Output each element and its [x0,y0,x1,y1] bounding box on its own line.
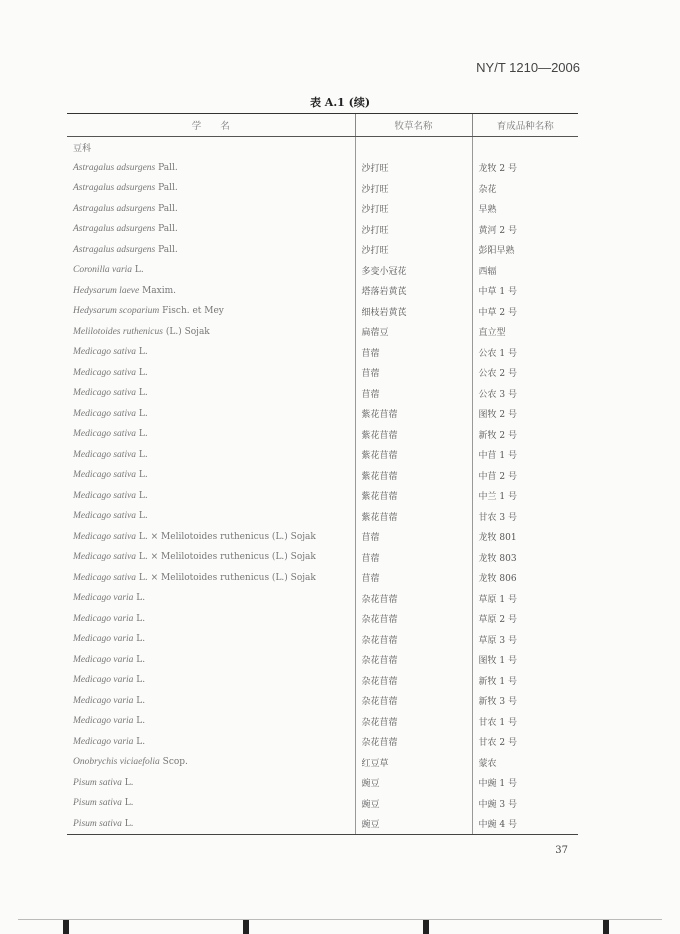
cultivar-name: 龙牧 801 [472,527,578,548]
scientific-name [67,465,355,486]
genus-species: Astragalus adsurgens [73,183,156,194]
table-row [67,424,578,445]
genus-species: Medicago varia [73,654,134,665]
scientific-name [67,773,355,794]
crop-mark [243,920,249,934]
author-citation: (L.) Sojak [162,326,210,337]
table-row [67,322,578,343]
forage-name: 紫花苜蓿 [355,445,472,466]
forage-name: 杂花苜蓿 [355,629,472,650]
cultivar-name: 西辐 [472,260,578,281]
genus-species: Medicago varia [73,695,134,706]
genus-species: Medicago varia [73,593,134,604]
scientific-name [67,588,355,609]
author-citation: L. [133,675,146,686]
cultivar-name: 公农 1 号 [472,342,578,363]
cultivar-name: 甘农 2 号 [472,732,578,753]
forage-name: 紫花苜蓿 [355,404,472,425]
scientific-name [67,240,355,261]
forage-name: 苜蓿 [355,363,472,384]
genus-species: Pisum sativa [73,777,122,788]
author-citation: L. [136,449,148,460]
cultivar-name: 中豌 3 号 [472,793,578,814]
cultivar-name: 早熟 [472,199,578,220]
author-citation: L. [121,777,134,788]
author-citation: L. [121,818,134,829]
genus-species: Medicago sativa [73,367,137,378]
scientific-name [67,711,355,732]
genus-species: Pisum sativa [73,798,122,809]
cultivar-name: 彭阳早熟 [472,240,578,261]
cultivar-name: 中豌 4 号 [472,814,578,835]
family-row [67,137,578,158]
table-row [67,588,578,609]
scientific-name [67,281,355,302]
genus-species: Melilotoides ruthenicus [73,326,163,337]
genus-species: Pisum sativa [73,818,122,829]
cultivar-table [67,113,578,835]
table-row [67,773,578,794]
cultivar-name: 蒙农 [472,752,578,773]
cultivar-name: 草原 3 号 [472,629,578,650]
table-row [67,486,578,507]
scientific-name [67,158,355,179]
scientific-name [67,547,355,568]
cultivar-name: 龙牧 803 [472,547,578,568]
cultivar-name: 甘农 3 号 [472,506,578,527]
forage-name: 豌豆 [355,793,472,814]
cultivar-name: 草原 1 号 [472,588,578,609]
forage-name: 苜蓿 [355,342,472,363]
genus-species: Medicago sativa [73,490,137,501]
table-row [67,691,578,712]
cultivar-name: 中兰 1 号 [472,486,578,507]
author-citation: Pall. [155,244,178,255]
cultivar-name: 图牧 2 号 [472,404,578,425]
cultivar-name: 龙牧 806 [472,568,578,589]
scientific-name [67,793,355,814]
forage-name: 豌豆 [355,814,472,835]
author-citation: L. [133,736,146,747]
genus-species: Medicago sativa [73,429,137,440]
author-citation: L. × Melilotoides ruthenicus (L.) Sojak [136,552,316,563]
scientific-name [67,322,355,343]
table-row [67,629,578,650]
forage-name: 红豆草 [355,752,472,773]
genus-species: Coronilla varia [73,265,133,276]
genus-species: Medicago sativa [73,470,137,481]
table-header-row [67,114,578,137]
genus-species: Medicago sativa [73,408,137,419]
author-citation: L. [136,388,148,399]
author-citation: L. × Melilotoides ruthenicus (L.) Sojak [136,572,316,583]
genus-species: Medicago varia [73,634,134,645]
cultivar-name: 公农 2 号 [472,363,578,384]
table-row [67,404,578,425]
author-citation: L. [133,634,146,645]
table-row [67,814,578,835]
forage-name: 紫花苜蓿 [355,486,472,507]
author-citation: L. × Melilotoides ruthenicus (L.) Sojak [136,531,316,542]
scientific-name [67,527,355,548]
author-citation: L. [136,347,148,358]
genus-species: Astragalus adsurgens [73,162,156,173]
scientific-name [67,609,355,630]
table-row [67,178,578,199]
cultivar-name: 中草 1 号 [472,281,578,302]
scientific-name [67,363,355,384]
table-row [67,383,578,404]
forage-name: 紫花苜蓿 [355,506,472,527]
genus-species: Medicago varia [73,613,134,624]
genus-species: Hedysarum laeve [73,285,140,296]
cultivar-name: 直立型 [472,322,578,343]
genus-species: Medicago varia [73,716,134,727]
table-row [67,568,578,589]
crop-mark [423,920,429,934]
scientific-name [67,342,355,363]
family-empty-cell [355,137,472,158]
table-row [67,506,578,527]
genus-species: Medicago sativa [73,531,137,542]
forage-name: 沙打旺 [355,219,472,240]
scientific-name [67,814,355,835]
genus-species: Medicago varia [73,736,134,747]
forage-name: 沙打旺 [355,178,472,199]
genus-species: Astragalus adsurgens [73,244,156,255]
author-citation: L. [136,470,148,481]
table-row [67,219,578,240]
cultivar-name: 中苜 2 号 [472,465,578,486]
table-title: 表 A.1 (续) [309,96,371,109]
scientific-name [67,732,355,753]
author-citation: L. [133,716,146,727]
table-row [67,752,578,773]
forage-name: 豌豆 [355,773,472,794]
cultivar-name: 公农 3 号 [472,383,578,404]
genus-species: Medicago sativa [73,449,137,460]
genus-species: Medicago sativa [73,347,137,358]
scientific-name [67,383,355,404]
scientific-name [67,486,355,507]
forage-name: 沙打旺 [355,240,472,261]
genus-species: Astragalus adsurgens [73,224,156,235]
page-number: 37 [555,845,568,856]
column-header-cultivar-name: 育成品种名称 [472,114,578,137]
forage-name: 苜蓿 [355,547,472,568]
forage-name: 杂花苜蓿 [355,588,472,609]
table-row [67,301,578,322]
cultivar-name: 新牧 1 号 [472,670,578,691]
forage-name: 杂花苜蓿 [355,732,472,753]
standard-number: NY/T 1210—2006 [476,60,580,75]
author-citation: L. [136,490,148,501]
author-citation: Scop. [159,757,188,768]
scientific-name [67,506,355,527]
scientific-name [67,404,355,425]
table-row [67,732,578,753]
table-row [67,445,578,466]
scientific-name [67,445,355,466]
genus-species: Medicago sativa [73,511,137,522]
forage-name: 苜蓿 [355,568,472,589]
column-header-scientific-name: 学 名 [67,114,355,137]
table-row [67,260,578,281]
cultivar-name: 新牧 2 号 [472,424,578,445]
crop-mark [63,920,69,934]
genus-species: Astragalus adsurgens [73,203,156,214]
cultivar-name: 中豌 1 号 [472,773,578,794]
author-citation: L. [133,613,146,624]
forage-name: 扁蓿豆 [355,322,472,343]
table-row [67,609,578,630]
author-citation: L. [136,408,148,419]
author-citation: L. [136,511,148,522]
genus-species: Hedysarum scoparium [73,306,160,317]
page-bottom-rule [18,919,662,920]
scientific-name [67,178,355,199]
forage-name: 沙打旺 [355,199,472,220]
cultivar-name: 图牧 1 号 [472,650,578,671]
forage-name: 沙打旺 [355,158,472,179]
forage-name: 杂花苜蓿 [355,691,472,712]
table-row [67,363,578,384]
table-row [67,281,578,302]
cultivar-name: 甘农 1 号 [472,711,578,732]
author-citation: Fisch. et Mey [159,306,224,317]
author-citation: Pall. [155,224,178,235]
genus-species: Medicago sativa [73,388,137,399]
scientific-name [67,629,355,650]
table-row [67,527,578,548]
forage-name: 苜蓿 [355,383,472,404]
crop-mark [603,920,609,934]
forage-name: 苜蓿 [355,527,472,548]
table-row [67,793,578,814]
scientific-name [67,691,355,712]
cultivar-name: 草原 2 号 [472,609,578,630]
cultivar-name: 龙牧 2 号 [472,158,578,179]
author-citation: Pall. [155,183,178,194]
forage-name: 多变小冠花 [355,260,472,281]
author-citation: L. [132,265,144,276]
table-row [67,342,578,363]
author-citation: L. [121,798,134,809]
family-label: 豆科 [73,143,92,154]
forage-name: 杂花苜蓿 [355,670,472,691]
scientific-name [67,301,355,322]
forage-name: 杂花苜蓿 [355,711,472,732]
genus-species: Medicago sativa [73,572,137,583]
scientific-name [67,670,355,691]
author-citation: L. [136,367,148,378]
author-citation: Pall. [155,203,178,214]
genus-species: Medicago sativa [73,552,137,563]
scientific-name [67,650,355,671]
author-citation: Pall. [155,162,178,173]
table-row [67,158,578,179]
scientific-name [67,260,355,281]
forage-name: 杂花苜蓿 [355,609,472,630]
forage-name: 紫花苜蓿 [355,424,472,445]
family-empty-cell [472,137,578,158]
author-citation: L. [133,695,146,706]
cultivar-name: 中草 2 号 [472,301,578,322]
cultivar-name: 新牧 3 号 [472,691,578,712]
table-row [67,670,578,691]
genus-species: Onobrychis viciaefolia [73,757,160,768]
table-row [67,465,578,486]
table-row [67,199,578,220]
scientific-name [67,219,355,240]
scientific-name [67,568,355,589]
cultivar-name: 中苜 1 号 [472,445,578,466]
cultivar-name: 黄河 2 号 [472,219,578,240]
author-citation: Maxim. [139,285,177,296]
forage-name: 细枝岩黄芪 [355,301,472,322]
table-row [67,650,578,671]
scientific-name [67,752,355,773]
author-citation: L. [136,429,148,440]
forage-name: 塔落岩黄芪 [355,281,472,302]
genus-species: Medicago varia [73,675,134,686]
author-citation: L. [133,654,146,665]
scientific-name [67,424,355,445]
forage-name: 杂花苜蓿 [355,650,472,671]
cultivar-name: 杂花 [472,178,578,199]
table-row [67,547,578,568]
scientific-name [67,199,355,220]
forage-name: 紫花苜蓿 [355,465,472,486]
table-row [67,240,578,261]
column-header-forage-name: 牧草名称 [355,114,472,137]
table-row [67,711,578,732]
author-citation: L. [133,593,146,604]
